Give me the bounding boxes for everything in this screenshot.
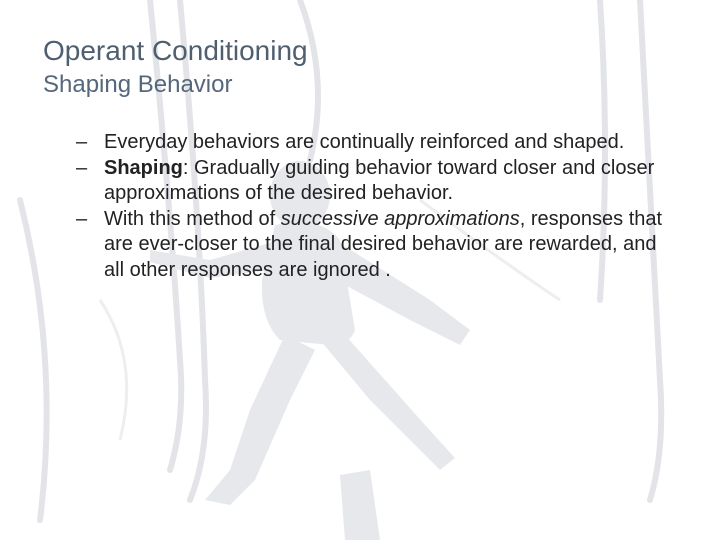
title-block xyxy=(43,33,308,101)
slide-subtitle: Shaping Behavior xyxy=(43,71,233,98)
slide-title: Operant Conditioning xyxy=(43,35,308,66)
bullet-dash: – xyxy=(76,131,88,153)
bullet-list xyxy=(76,130,666,283)
bullet-dash: – xyxy=(76,207,88,230)
bullet-text: Everyday behaviors are continually reinforced and shaped. xyxy=(104,131,625,153)
bullet-text: : Gradually guiding behavior toward closer and closer approximations of the desired behavior. xyxy=(104,156,655,204)
bullet-item xyxy=(76,207,666,284)
bullet-item xyxy=(76,130,666,156)
bullet-emphasis-italic: successive approximations xyxy=(280,207,520,230)
bullet-text: , responses that are ever-closer to the final desired behavior are rewarded, and all other responses are ignored . xyxy=(104,207,663,281)
bullet-dash: – xyxy=(76,156,88,179)
bullet-lead-text: With this method of xyxy=(104,207,281,230)
bullet-term-bold: Shaping xyxy=(104,156,183,179)
bullet-item xyxy=(76,156,666,207)
